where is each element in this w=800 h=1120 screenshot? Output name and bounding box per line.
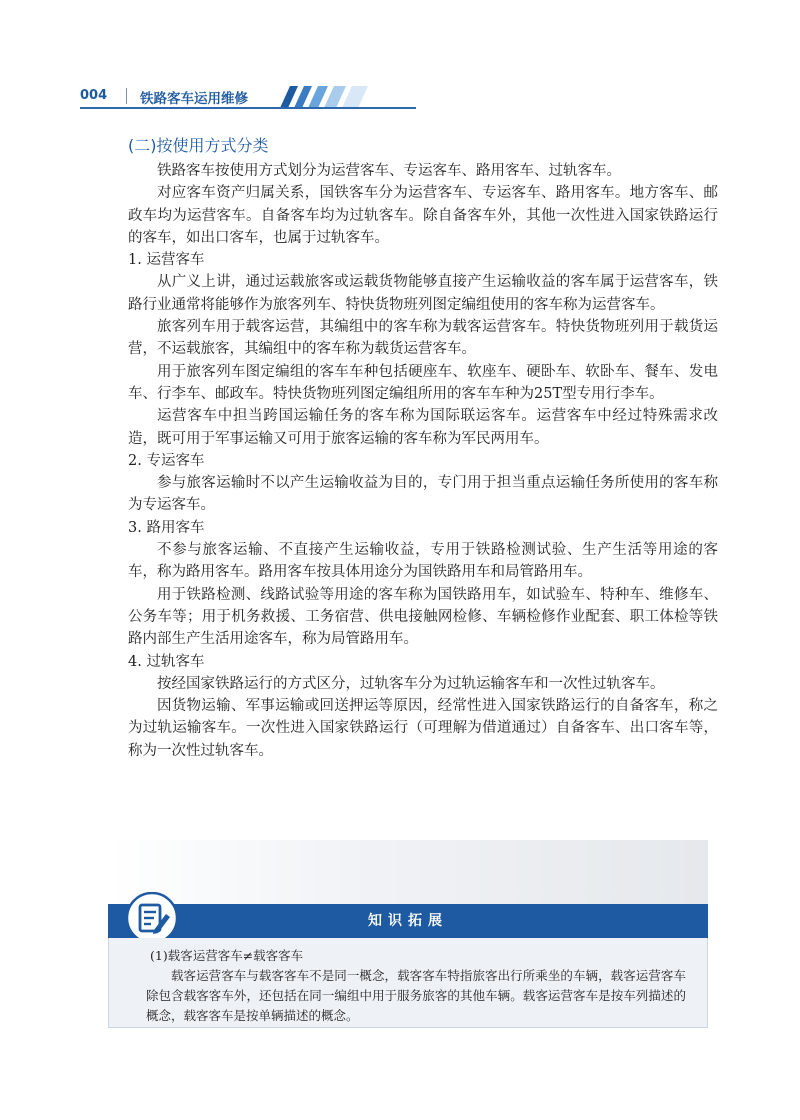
book-title: 铁路客车运用维修 <box>140 91 248 107</box>
section-title: (二)按使用方式分类 <box>128 136 269 155</box>
knowledge-box-content <box>108 938 708 1028</box>
subheading: 2. 专运客车 <box>128 452 205 469</box>
header-separator <box>126 88 127 104</box>
paragraph: 运营客车中担当跨国运输任务的客车称为国际联运客车。运营客车中经过特殊需求改造，既可用于军事运输又可用于旅客运输的客车称为军民两用车。 <box>128 408 718 447</box>
header-rule <box>80 107 416 109</box>
knowledge-box-heading: (1)载客运营客车≠载客客车 <box>150 948 304 963</box>
subheading: 3. 路用客车 <box>128 519 205 536</box>
page-header <box>80 76 800 116</box>
paragraph: 用于旅客列车图定编组的客车车种包括硬座车、软座车、硬卧车、软卧车、餐车、发电车、行李车、邮政车。特快货物班列图定编组所用的客车车种为25T型专用行李车。 <box>128 363 718 402</box>
knowledge-box-text: 载客运营客车与载客客车不是同一概念，载客客车特指旅客出行所乘坐的车辆，载客运营客车除包含载客客车外，还包括在同一编组中用于服务旅客的其他车辆。载客运营客车是按车列描述的概念，载客客车是按单辆描述的概念。 <box>146 968 686 1023</box>
paragraph: 从广义上讲，通过运载旅客或运载货物能够直接产生运输收益的客车属于运营客车，铁路行业通常将能够作为旅客列车、特快货物班列图定编组使用的客车称为运营客车。 <box>128 274 718 313</box>
body-text <box>128 160 718 762</box>
paragraph: 对应客车资产归属关系，国铁客车分为运营客车、专运客车、路用客车。地方客车、邮政车均为运营客车。自备客车均为过轨客车。除自备客车外，其他一次性进入国家铁路运行的客车，如出口客车，也属于过轨客车。 <box>128 185 718 246</box>
paragraph: 铁路客车按使用方式划分为运营客车、专运客车、路用客车、过轨客车。 <box>157 163 621 179</box>
notepad-pencil-icon <box>126 892 178 944</box>
paragraph: 按经国家铁路运行的方式区分，过轨客车分为过轨运输客车和一次性过轨客车。 <box>157 675 665 692</box>
header-stripes-decoration <box>272 86 422 108</box>
paragraph: 旅客列车用于载客运营，其编组中的客车称为载客运营客车。特快货物班列用于载货运营，不运载旅客，其编组中的客车称为载货运营客车。 <box>128 319 718 358</box>
knowledge-box <box>108 840 708 1028</box>
subheading: 1. 运营客车 <box>128 252 205 269</box>
knowledge-box-band <box>108 904 708 938</box>
paragraph: 参与旅客运输时不以产生运输收益为目的，专门用于担当重点运输任务所使用的客车称为专运客车。 <box>128 475 718 514</box>
subheading: 4. 过轨客车 <box>128 653 205 670</box>
knowledge-box-backdrop <box>108 840 708 904</box>
knowledge-box-title: 知识拓展 <box>368 913 448 929</box>
paragraph: 不参与旅客运输、不直接产生运输收益，专用于铁路检测试验、生产生活等用途的客车，称为路用客车。路用客车按具体用途分为国铁路用车和局管路用车。 <box>128 542 718 581</box>
paragraph: 因货物运输、军事运输或回送押运等原因，经常性进入国家铁路运行的自备客车，称之为过轨运输客车。一次性进入国家铁路运行（可理解为借道通过）自备客车、出口客车等，称为一次性过轨客车。 <box>128 698 718 759</box>
page-number: 004 <box>80 88 108 103</box>
paragraph: 用于铁路检测、线路试验等用途的客车称为国铁路用车，如试验车、特种车、维修车、公务车等；用于机务救援、工务宿营、供电接触网检修、车辆检修作业配套、职工体检等铁路内部生产生活用途客车，称为局管路用车。 <box>128 586 718 648</box>
